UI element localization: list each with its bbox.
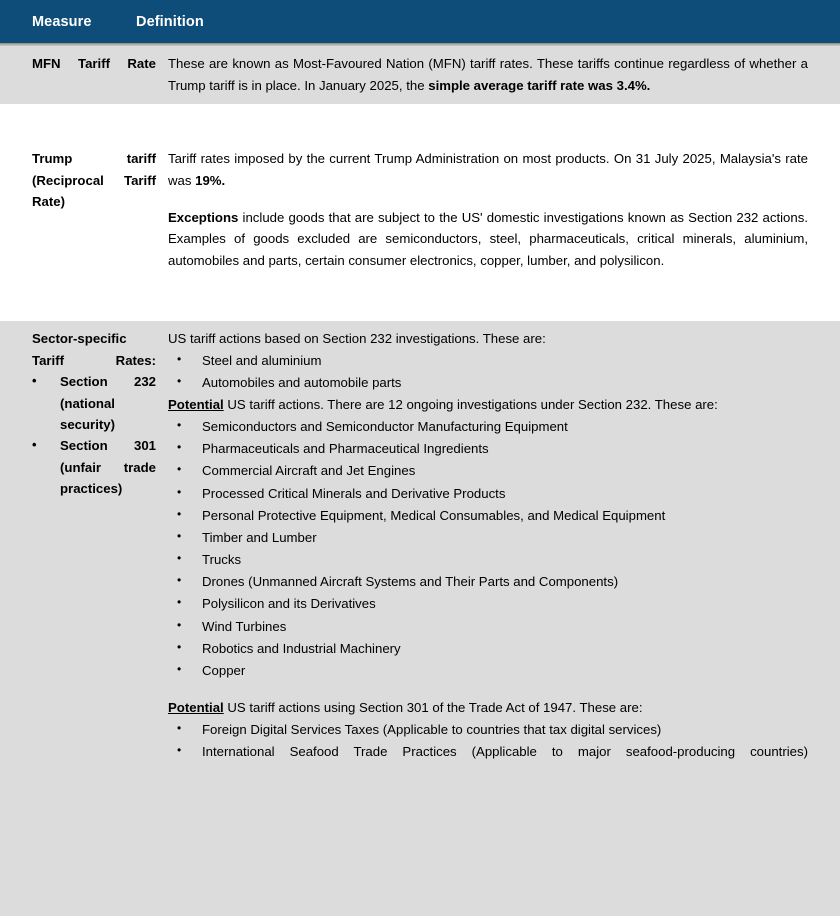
potential-label: Potential [168,397,224,413]
table-row [0,46,840,104]
measure-label: MFN Tariff Rate [32,56,156,71]
current-232-actions-list [168,350,808,394]
list-item: • Timber and Lumber [168,527,808,549]
potential-301-list [168,719,808,763]
list-item: • Processed Critical Minerals and Derivative Products [168,483,808,505]
list-item: • Robotics and Industrial Machinery [168,638,808,660]
list-item: • Polysilicon and its Derivatives [168,593,808,615]
list-item: • Foreign Digital Services Taxes (Applicable to countries that tax digital services) [168,719,808,741]
potential-232-intro [168,394,808,416]
definition-paragraph: These are known as Most-Favoured Nation (MFN) tariff rates. These tariffs continue regardless of whether a Trump tariff is in place. In January 2025, the simple average tariff rate was 3.4%. [168,56,808,93]
potential-301-intro [168,697,808,719]
measure-bullet-label: • Section 232 (national security) [60,374,156,432]
list-item: • Personal Protective Equipment, Medical Consumables, and Medical Equipment [168,505,808,527]
measure-bullet-list [32,371,156,499]
definition-cell [168,141,840,279]
measure-label: Trump tariff (Reciprocal Tariff Rate) [32,151,156,210]
measure-bullet-label: • Section 301 (unfair trade practices) [60,438,156,497]
table-header [0,0,840,43]
list-item: • International Seafood Trade Practices (Applicable to major seafood-producing countries) [168,741,808,763]
bold-emphasis: simple average tariff rate was 3.4%. [428,77,651,93]
potential-232-intro-text: US tariff actions. There are 12 ongoing investigations under Section 232. These are: [223,397,718,413]
measure-cell [0,46,168,104]
bold-emphasis: 19%. [195,172,226,188]
row-gap-2 [0,279,840,321]
list-item: • Pharmaceuticals and Pharmaceutical Ingredients [168,438,808,460]
definition-cell [168,46,840,104]
list-item: • Commercial Aircraft and Jet Engines [168,460,808,482]
potential-301-intro-text: US tariff actions using Section 301 of the Trade Act of 1947. These are: [223,700,643,716]
section232-intro: US tariff actions based on Section 232 investigations. These are: [168,331,546,347]
definition-paragraph: Exceptions include goods that are subject to the US' domestic investigations known as Section 232 actions. Examples of goods excluded are semiconductors, steel, pharmaceuticals, critical minerals, aluminium, automobiles and parts, certain consumer electronics, copper, lumber, and polysilicon. [168,209,808,268]
column-header-definition: Definition [136,13,204,30]
potential-232-list [168,416,808,682]
measure-cell [0,321,168,892]
row-gap-1 [0,104,840,141]
definition-paragraph: Tariff rates imposed by the current Trump Administration on most products. On 31 July 2025, Malaysia's rate was 19%. [168,151,808,188]
table-bottom-filler [0,892,840,916]
list-item: • Semiconductors and Semiconductor Manufacturing Equipment [168,416,808,438]
list-item: • Automobiles and automobile parts [168,372,808,394]
measure-cell [0,141,168,279]
list-item: • Wind Turbines [168,616,808,638]
list-item [32,435,156,499]
list-item: • Drones (Unmanned Aircraft Systems and Their Parts and Components) [168,571,808,593]
potential-label: Potential [168,700,224,716]
table-row [0,141,840,279]
measure-label: Sector-specific Tariff Rates: [32,331,156,368]
bold-emphasis: Exceptions [168,209,239,225]
list-item: • Trucks [168,549,808,571]
list-item [32,371,156,435]
list-item: • Steel and aluminium [168,350,808,372]
definition-cell [168,321,840,892]
column-header-measure: Measure [32,13,92,30]
table-row [0,321,840,892]
list-item: • Copper [168,660,808,682]
